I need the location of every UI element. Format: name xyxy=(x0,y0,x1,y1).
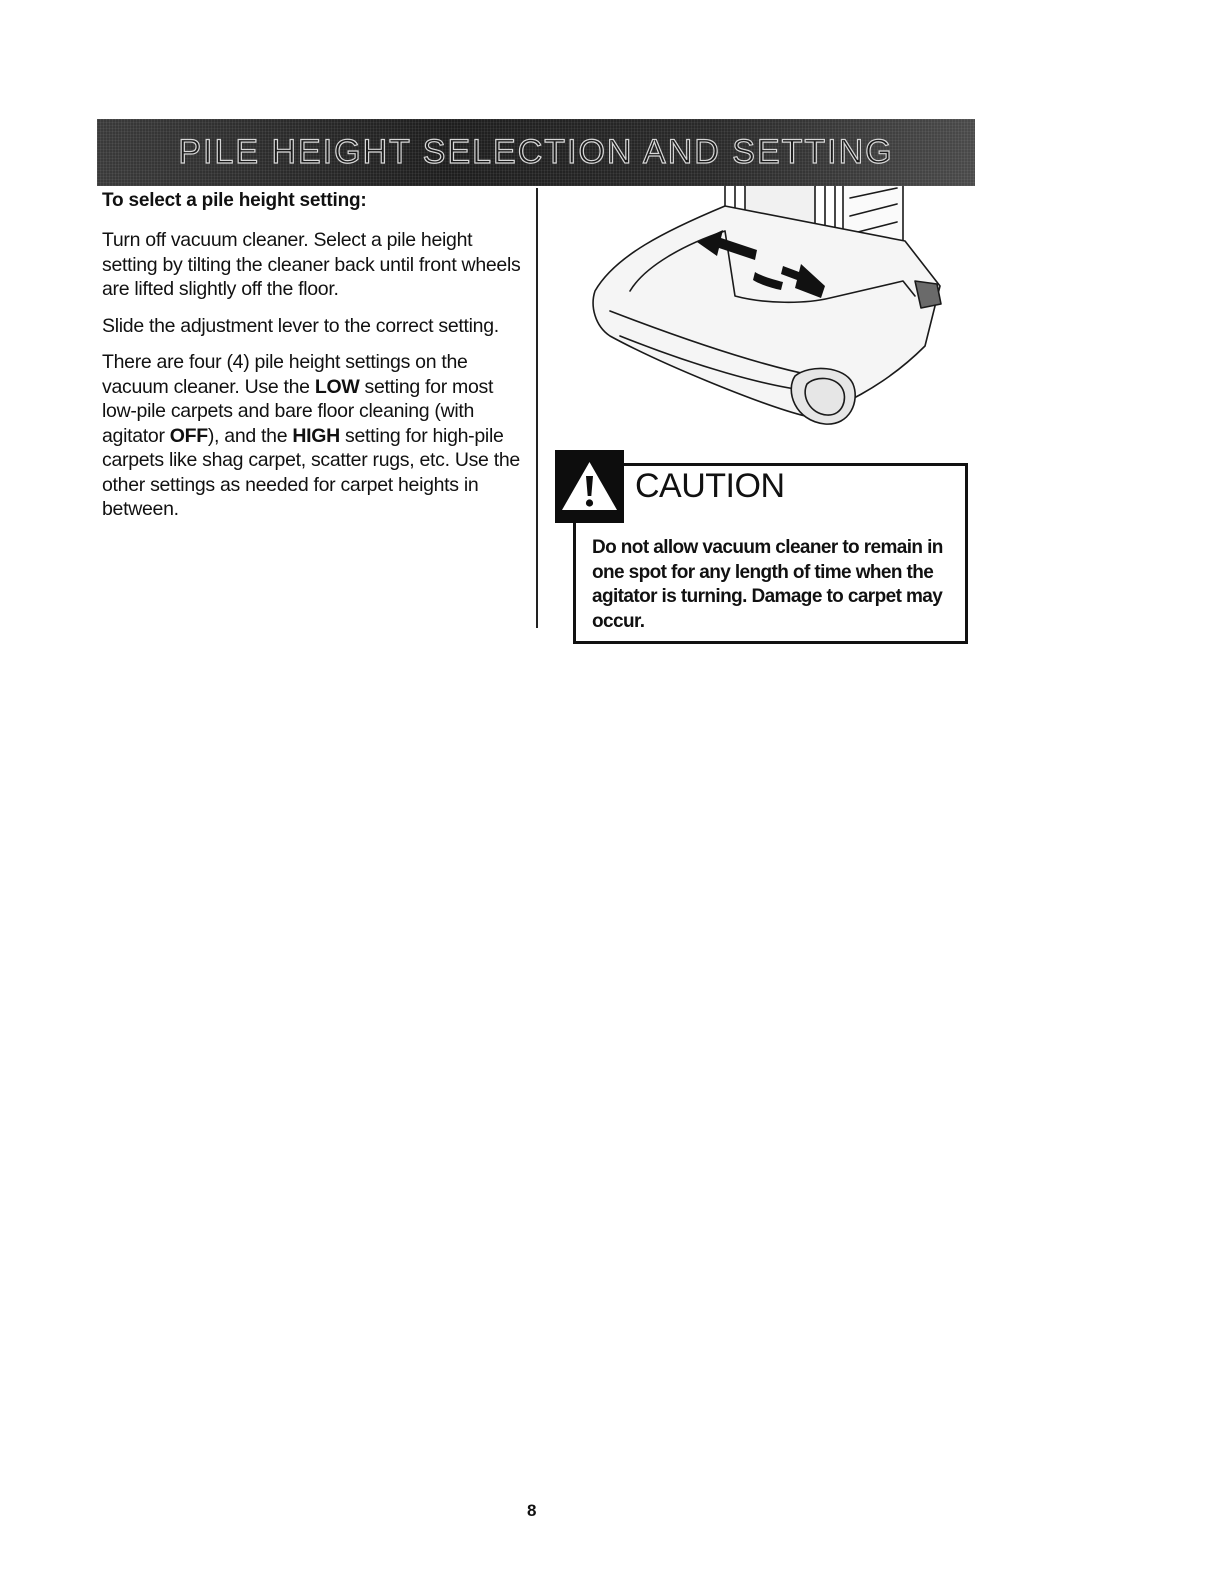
warning-icon xyxy=(555,450,624,523)
caution-text: Do not allow vacuum cleaner to remain in one spot for any length of time when the agitator is turning. Damage to carpet may occur. xyxy=(592,537,943,632)
page-number: 8 xyxy=(527,1501,537,1520)
instructions-paragraph-tilt: Turn off vacuum cleaner. Select a pile height setting by tilting the cleaner back until front wheels are lifted slightly off the floor. xyxy=(102,229,521,300)
low-setting-label: LOW xyxy=(314,375,360,398)
off-label: OFF xyxy=(169,424,208,447)
section-banner xyxy=(97,119,975,186)
instructions-subhead: To select a pile height setting: xyxy=(102,190,367,211)
settings-text-4: setting for high-pile carpets like shag carpet, scatter rugs, etc. Use the other settings as needed for carpet heights in between. xyxy=(102,424,520,520)
instructions-paragraph-settings xyxy=(102,350,522,522)
column-divider xyxy=(536,188,538,628)
settings-text-3: ), and the xyxy=(207,424,293,447)
caution-title: CAUTION xyxy=(635,467,785,505)
vacuum-nozzle-illustration xyxy=(585,186,955,431)
settings-text-1: There are four (4) pile height settings on the vacuum cleaner. Use the xyxy=(102,351,468,398)
section-title: PILE HEIGHT SELECTION AND SETTING xyxy=(178,133,894,171)
settings-text-2: setting for most low-pile carpets and bare floor cleaning (with agitator xyxy=(102,375,494,447)
instructions-column xyxy=(102,190,522,534)
high-setting-label: HIGH xyxy=(292,424,340,447)
instructions-paragraph-slide: Slide the adjustment lever to the correct setting. xyxy=(102,314,499,337)
